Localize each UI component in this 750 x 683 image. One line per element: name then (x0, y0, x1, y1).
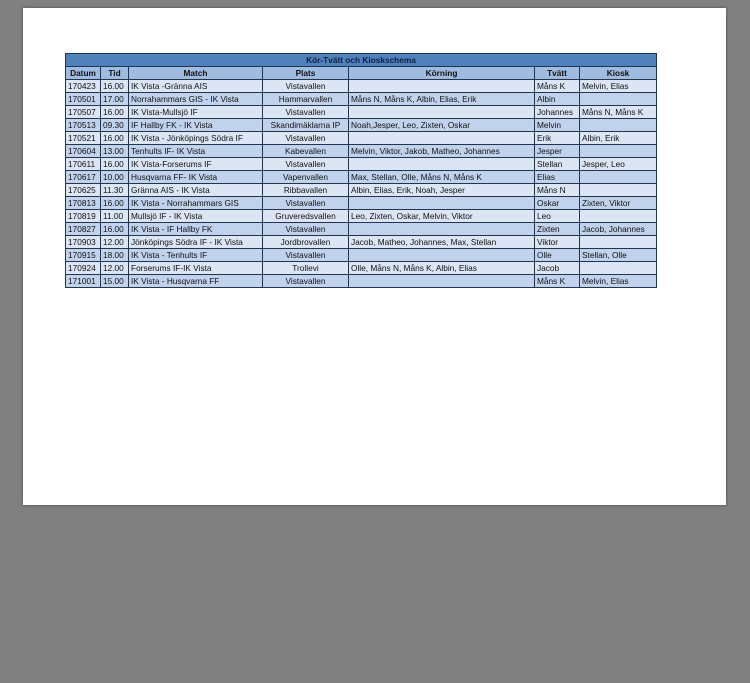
cell-match: IF Hallby FK - IK Vista (129, 119, 263, 132)
cell-kiosk (580, 171, 657, 184)
cell-kiosk (580, 93, 657, 106)
cell-match: Jönköpings Södra IF - IK Vista (129, 236, 263, 249)
cell-kiosk (580, 184, 657, 197)
cell-datum: 170924 (66, 262, 101, 275)
cell-korning: Jacob, Matheo, Johannes, Max, Stellan (349, 236, 535, 249)
cell-korning (349, 275, 535, 288)
cell-plats: Vistavallen (263, 275, 349, 288)
cell-kiosk: Jesper, Leo (580, 158, 657, 171)
schedule-table (65, 53, 657, 288)
cell-plats: Gruveredsvallen (263, 210, 349, 223)
cell-tvatt: Jesper (535, 145, 580, 158)
table-row (66, 80, 657, 93)
cell-plats: Kabevallen (263, 145, 349, 158)
cell-datum: 170611 (66, 158, 101, 171)
cell-tid: 16.00 (101, 223, 129, 236)
cell-plats: Vistavallen (263, 132, 349, 145)
cell-tvatt: Stellan (535, 158, 580, 171)
cell-kiosk (580, 145, 657, 158)
cell-match: IK Vista -Gränna AIS (129, 80, 263, 93)
cell-kiosk: Jacob, Johannes (580, 223, 657, 236)
column-header: Match (129, 67, 263, 80)
cell-tvatt: Måns K (535, 80, 580, 93)
cell-kiosk: Zixten, Viktor (580, 197, 657, 210)
cell-plats: Ribbavallen (263, 184, 349, 197)
cell-korning (349, 132, 535, 145)
cell-datum: 170819 (66, 210, 101, 223)
cell-datum: 170501 (66, 93, 101, 106)
table-row (66, 184, 657, 197)
cell-tvatt: Olle (535, 249, 580, 262)
cell-datum: 170507 (66, 106, 101, 119)
cell-datum: 170827 (66, 223, 101, 236)
cell-tvatt: Melvin (535, 119, 580, 132)
table-header-row (66, 67, 657, 80)
cell-kiosk (580, 262, 657, 275)
cell-kiosk: Melvin, Elias (580, 80, 657, 93)
table-title-row (66, 54, 657, 67)
cell-datum: 170604 (66, 145, 101, 158)
table-row (66, 119, 657, 132)
table-row (66, 249, 657, 262)
cell-tid: 16.00 (101, 106, 129, 119)
cell-tid: 13.00 (101, 145, 129, 158)
table-row (66, 197, 657, 210)
cell-plats: Skandimäklarna IP (263, 119, 349, 132)
cell-tid: 09.30 (101, 119, 129, 132)
cell-match: IK Vista - Tenhults IF (129, 249, 263, 262)
cell-tid: 16.00 (101, 158, 129, 171)
cell-match: IK Vista-Mullsjö IF (129, 106, 263, 119)
cell-kiosk (580, 210, 657, 223)
cell-korning: Noah,Jesper, Leo, Zixten, Oskar (349, 119, 535, 132)
table-title: Kör-Tvätt och Kioskschema (66, 54, 657, 67)
cell-tid: 18.00 (101, 249, 129, 262)
cell-datum: 171001 (66, 275, 101, 288)
cell-tvatt: Måns K (535, 275, 580, 288)
cell-tvatt: Erik (535, 132, 580, 145)
cell-korning (349, 223, 535, 236)
cell-tid: 16.00 (101, 132, 129, 145)
table-body (66, 80, 657, 288)
cell-datum: 170423 (66, 80, 101, 93)
cell-tvatt: Leo (535, 210, 580, 223)
table-row (66, 145, 657, 158)
cell-match: Tenhults IF- IK Vista (129, 145, 263, 158)
cell-tid: 12.00 (101, 236, 129, 249)
cell-korning: Olle, Måns N, Måns K, Albin, Elias (349, 262, 535, 275)
cell-plats: Vistavallen (263, 223, 349, 236)
table-row (66, 106, 657, 119)
cell-tvatt: Albin (535, 93, 580, 106)
column-header: Plats (263, 67, 349, 80)
cell-match: Norrahammars GIS - IK Vista (129, 93, 263, 106)
cell-korning (349, 197, 535, 210)
cell-tid: 10.00 (101, 171, 129, 184)
table-row (66, 93, 657, 106)
cell-tvatt: Zixten (535, 223, 580, 236)
table-row (66, 171, 657, 184)
cell-korning: Max, Stellan, Olle, Måns N, Måns K (349, 171, 535, 184)
cell-kiosk: Melvin, Elias (580, 275, 657, 288)
cell-plats: Trollevi (263, 262, 349, 275)
cell-match: Forserums IF-IK Vista (129, 262, 263, 275)
cell-match: Gränna AIS - IK Vista (129, 184, 263, 197)
cell-tid: 16.00 (101, 80, 129, 93)
cell-tvatt: Johannes (535, 106, 580, 119)
cell-datum: 170813 (66, 197, 101, 210)
cell-datum: 170617 (66, 171, 101, 184)
cell-plats: Vistavallen (263, 249, 349, 262)
cell-datum: 170915 (66, 249, 101, 262)
cell-tid: 11.30 (101, 184, 129, 197)
cell-plats: Vistavallen (263, 80, 349, 93)
cell-kiosk: Albin, Erik (580, 132, 657, 145)
cell-plats: Jordbrovallen (263, 236, 349, 249)
cell-korning (349, 106, 535, 119)
table-row (66, 132, 657, 145)
cell-plats: Hammarvallen (263, 93, 349, 106)
column-header: Kiosk (580, 67, 657, 80)
table-row (66, 158, 657, 171)
cell-kiosk (580, 236, 657, 249)
cell-tvatt: Jacob (535, 262, 580, 275)
column-header: Tvätt (535, 67, 580, 80)
cell-kiosk: Måns N, Måns K (580, 106, 657, 119)
cell-korning: Måns N, Måns K, Albin, Elias, Erik (349, 93, 535, 106)
cell-plats: Vistavallen (263, 106, 349, 119)
column-header: Körning (349, 67, 535, 80)
table-row (66, 262, 657, 275)
cell-tvatt: Måns N (535, 184, 580, 197)
table-row (66, 236, 657, 249)
cell-tid: 11.00 (101, 210, 129, 223)
cell-datum: 170521 (66, 132, 101, 145)
column-header: Tid (101, 67, 129, 80)
cell-kiosk: Stellan, Olle (580, 249, 657, 262)
cell-match: IK Vista-Forserums IF (129, 158, 263, 171)
cell-match: IK Vista - Jönköpings Södra IF (129, 132, 263, 145)
cell-tvatt: Elias (535, 171, 580, 184)
document-page (23, 8, 726, 505)
cell-match: Mullsjö IF - IK Vista (129, 210, 263, 223)
table-row (66, 223, 657, 236)
table-row (66, 210, 657, 223)
cell-tid: 16.00 (101, 197, 129, 210)
cell-plats: Vistavallen (263, 158, 349, 171)
cell-korning (349, 80, 535, 93)
cell-plats: Vapenvallen (263, 171, 349, 184)
cell-datum: 170903 (66, 236, 101, 249)
table-row (66, 275, 657, 288)
cell-tid: 12.00 (101, 262, 129, 275)
cell-korning: Albin, Elias, Erik, Noah, Jesper (349, 184, 535, 197)
cell-kiosk (580, 119, 657, 132)
cell-tvatt: Oskar (535, 197, 580, 210)
cell-match: IK Vista - Norrahammars GIS (129, 197, 263, 210)
cell-korning: Leo, Zixten, Oskar, Melvin, Viktor (349, 210, 535, 223)
cell-plats: Vistavallen (263, 197, 349, 210)
cell-tvatt: Viktor (535, 236, 580, 249)
cell-tid: 15.00 (101, 275, 129, 288)
column-header: Datum (66, 67, 101, 80)
cell-match: Husqvarna FF- IK Vista (129, 171, 263, 184)
cell-match: IK Vista - IF Hallby FK (129, 223, 263, 236)
cell-datum: 170513 (66, 119, 101, 132)
cell-korning (349, 249, 535, 262)
cell-korning: Melvin, Viktor, Jakob, Matheo, Johannes (349, 145, 535, 158)
cell-datum: 170625 (66, 184, 101, 197)
cell-match: IK Vista - Husqvarna FF (129, 275, 263, 288)
cell-korning (349, 158, 535, 171)
cell-tid: 17.00 (101, 93, 129, 106)
